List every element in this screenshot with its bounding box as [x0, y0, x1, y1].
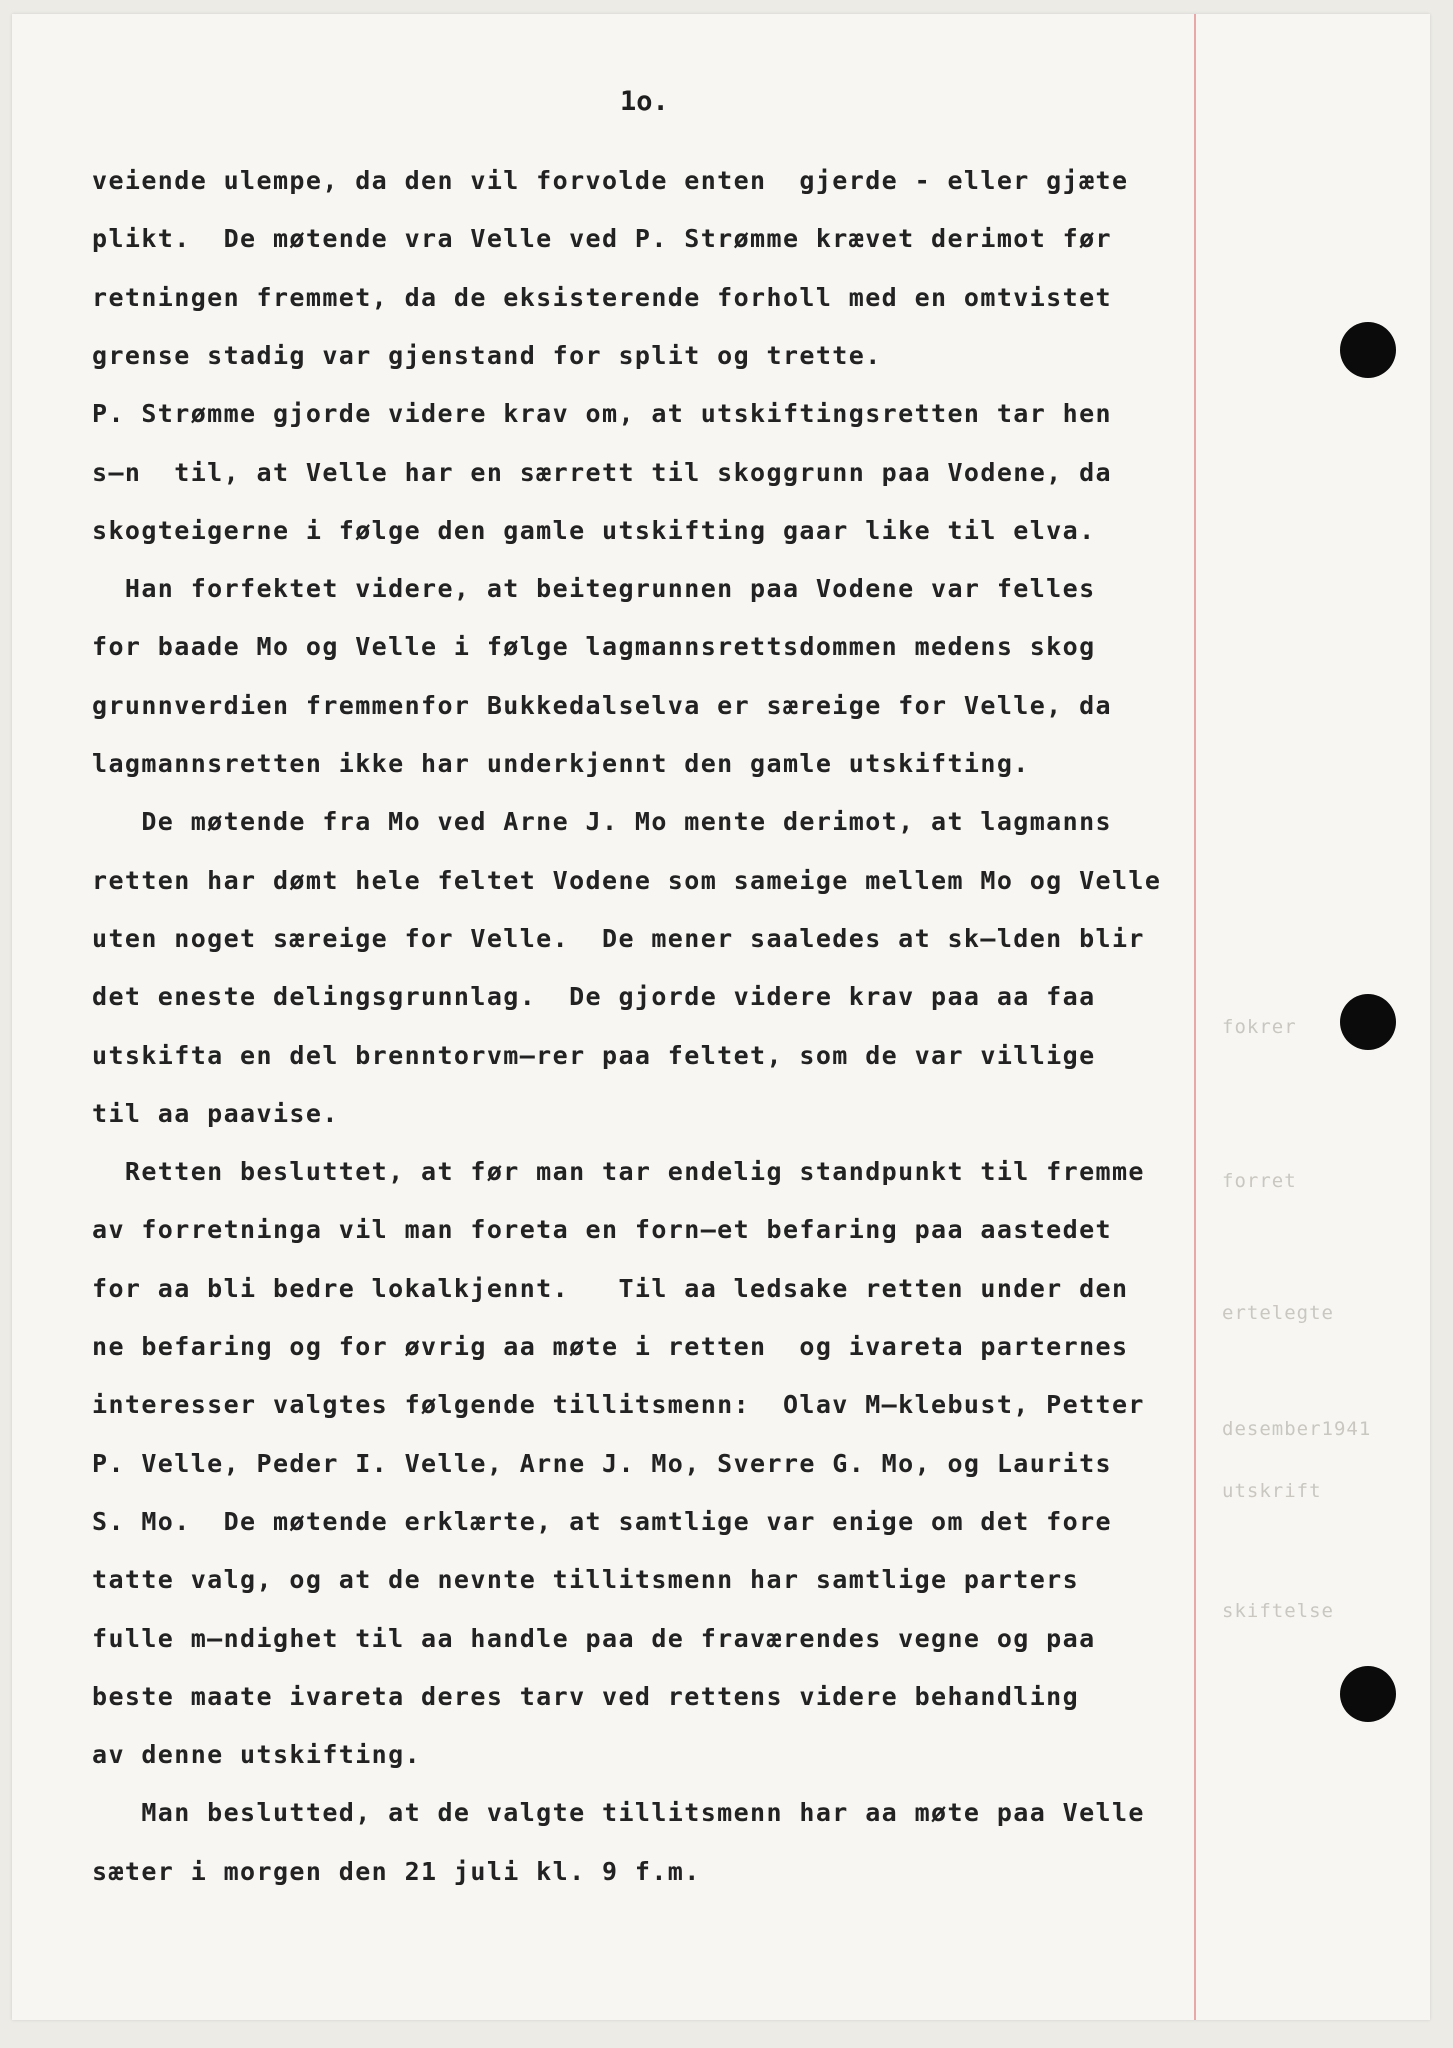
text-line: plikt. De møtende vra Velle ved P. Strømme krævet derimot før — [92, 224, 1112, 254]
text-line: interesser valgtes følgende tillitsmenn: Olav M–klebust, Petter — [92, 1390, 1145, 1420]
text-line: uten noget særeige for Velle. De mener saaledes at sk–lden blir — [92, 923, 1145, 953]
text-line: S. Mo. De møtende erklærte, at samtlige var enige om det fore — [92, 1506, 1112, 1536]
text-line: sæter i morgen den 21 juli kl. 9 f.m. — [92, 1856, 701, 1886]
text-line: for aa bli bedre lokalkjennt. Til aa ledsake retten under den — [92, 1273, 1129, 1303]
text-line: Man beslutted, at de valgte tillitsmenn har aa møte paa Velle — [92, 1798, 1145, 1828]
text-line: P. Strømme gjorde videre krav om, at utskiftingsretten tar hen — [92, 399, 1112, 429]
text-line: til aa paavise. — [92, 1098, 339, 1128]
text-line: grense stadig var gjenstand for split og trette. — [92, 340, 882, 370]
text-line: lagmannsretten ikke har underkjennt den gamle utskifting. — [92, 749, 1030, 778]
text-line: fulle m–ndighet til aa handle paa de fraværendes vegne og paa — [92, 1623, 1096, 1653]
bleed-fragment: desember1941 — [1222, 1418, 1372, 1440]
margin-rule — [1194, 14, 1196, 2020]
text-line: veiende ulempe, da den vil forvolde enten gjerde - eller gjæte — [92, 166, 1129, 195]
punch-hole-bottom — [1340, 1666, 1396, 1722]
text-line: skogteigerne i følge den gamle utskifting gaar like til elva. — [92, 515, 1096, 545]
text-line: Retten besluttet, at før man tar endelig standpunkt til fremme — [92, 1157, 1145, 1187]
text-line: for baade Mo og Velle i følge lagmannsrettsdommen medens skog — [92, 632, 1096, 662]
text-line: Han forfektet videre, at beitegrunnen paa Vodene var felles — [92, 574, 1096, 604]
text-line: grunnverdien fremmenfor Bukkedalselva er særeige for Velle, da — [92, 690, 1112, 720]
text-line: s–n til, at Velle har en særrett til skoggrunn paa Vodene, da — [92, 457, 1112, 487]
text-line: P. Velle, Peder I. Velle, Arne J. Mo, Sverre G. Mo, og Laurits — [92, 1448, 1112, 1478]
text-line: det eneste delingsgrunnlag. De gjorde videre krav paa aa faa — [92, 982, 1096, 1012]
page-number: 1o. — [620, 86, 669, 117]
text-line: De møtende fra Mo ved Arne J. Mo mente derimot, at lagmanns — [92, 807, 1112, 837]
text-line: tatte valg, og at de nevnte tillitsmenn har samtlige parters — [92, 1565, 1080, 1595]
text-line: retningen fremmet, da de eksisterende forholl med en omtvistet — [92, 282, 1112, 312]
text-line: av forretninga vil man foreta en forn–et befaring paa aastedet — [92, 1215, 1112, 1245]
punch-hole-top — [1340, 322, 1396, 378]
bleed-fragment: utskrift — [1222, 1480, 1322, 1502]
text-line: ne befaring og for øvrig aa møte i retten og ivareta parternes — [92, 1332, 1129, 1361]
text-line: utskifta en del brenntorvm–rer paa feltet, som de var villige — [92, 1040, 1096, 1070]
bleed-fragment: ertelegte — [1222, 1302, 1334, 1324]
text-line: beste maate ivareta deres tarv ved rettens videre behandling — [92, 1681, 1080, 1711]
document-page — [12, 14, 1430, 2020]
bleed-fragment: fokrer — [1222, 1016, 1297, 1038]
bleed-fragment: forret — [1222, 1170, 1297, 1192]
text-line: retten har dømt hele feltet Vodene som sameige mellem Mo og Velle — [92, 865, 1162, 895]
punch-hole-middle — [1340, 994, 1396, 1050]
bleed-fragment: skiftelse — [1222, 1600, 1334, 1622]
text-line: av denne utskifting. — [92, 1740, 422, 1770]
